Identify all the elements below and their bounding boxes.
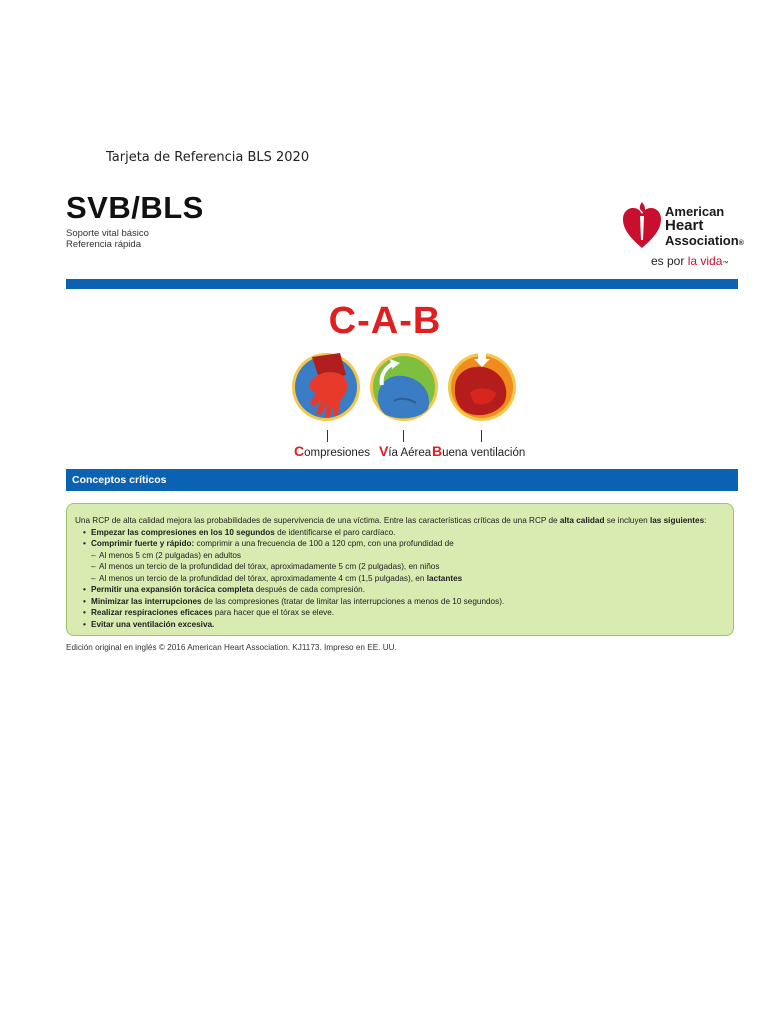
card-subtitle-1: Soporte vital básico <box>66 228 149 239</box>
cab-icons <box>290 345 520 430</box>
aha-name-line3: Association <box>665 233 739 248</box>
cab-title: C-A-B <box>328 300 442 342</box>
list-item <box>75 538 725 550</box>
list-item <box>75 596 725 608</box>
airway-icon <box>370 353 438 421</box>
tagline-tm: ™ <box>722 261 729 267</box>
intro-mid: se incluyen <box>604 516 650 525</box>
label-compressions <box>294 443 370 459</box>
concepts-intro <box>75 515 725 527</box>
list-subitem: – Al menos un tercio de la profundidad del tórax, aproximadamente 5 cm (2 pulgadas), en niños <box>75 561 725 573</box>
concepts-box <box>66 503 734 636</box>
tagline-prefix: es por <box>651 254 688 268</box>
label-airway <box>379 443 431 459</box>
aha-name-line1: American <box>665 204 725 219</box>
item-bold: lactantes <box>426 573 463 583</box>
section-header-bar <box>66 469 738 491</box>
tagline-highlight: la vida <box>687 254 723 268</box>
label-breathing <box>432 443 525 459</box>
intro-bold-1: alta calidad <box>559 516 605 525</box>
aha-tagline <box>651 254 728 268</box>
concepts-list <box>75 527 725 631</box>
label-airway-cap: V <box>379 443 389 459</box>
item-text: para hacer que el tórax se eleve. <box>212 608 335 617</box>
item-text: Al menos un tercio de la profundidad del tórax, aproximadamente 4 cm (1,5 pulgadas), en <box>99 573 427 583</box>
aha-name <box>665 205 744 250</box>
copyright-footer: Edición original en inglés © 2016 American Heart Association. KJ1173. Impreso en EE. UU. <box>66 643 397 652</box>
label-compressions-rest: ompresiones <box>304 447 370 459</box>
heart-torch-icon <box>622 198 662 250</box>
intro-end: : <box>704 516 707 525</box>
item-bold: Evitar una ventilación excesiva. <box>91 619 215 629</box>
compressions-icon <box>292 353 360 421</box>
aha-logo <box>622 198 744 268</box>
item-bold: Minimizar las interrupciones <box>91 596 202 606</box>
label-tick-breathing <box>481 430 482 442</box>
aha-name-line2: Heart <box>665 217 704 234</box>
list-item <box>75 527 725 539</box>
breathing-icon <box>448 351 516 421</box>
document-title: Tarjeta de Referencia BLS 2020 <box>106 150 310 165</box>
label-airway-rest: ía Aérea <box>388 447 432 459</box>
header-divider-bar <box>66 279 738 289</box>
label-compressions-cap: C <box>294 443 305 459</box>
intro-text: Una RCP de alta calidad mejora las probabilidades de supervivencia de una víctima. Entre las características críticas de una RCP de <box>75 516 560 525</box>
item-bold: Empezar las compresiones en los 10 segundos <box>91 527 275 537</box>
item-text: de identificarse el paro cardíaco. <box>274 527 396 537</box>
section-title: Conceptos críticos <box>72 474 167 486</box>
label-tick-airway <box>403 430 404 442</box>
label-breathing-cap: B <box>432 443 443 459</box>
list-item <box>75 619 725 631</box>
item-bold: Comprimir fuerte y rápido: <box>91 539 195 548</box>
label-tick-compressions <box>327 430 328 442</box>
item-bold: Permitir una expansión torácica completa <box>91 585 254 594</box>
list-item <box>75 607 725 619</box>
card-title: SVB/BLS <box>66 190 204 225</box>
item-text: después de cada compresión. <box>253 585 365 594</box>
item-bold: Realizar respiraciones eficaces <box>91 608 213 617</box>
list-subitem: – Al menos 5 cm (2 pulgadas) en adultos <box>75 550 725 562</box>
intro-bold-2: las siguientes <box>649 516 705 525</box>
label-breathing-rest: uena ventilación <box>442 447 526 459</box>
item-text: de las compresiones (tratar de limitar las interrupciones a menos de 10 segundos). <box>201 596 505 606</box>
card-subtitle-2: Referencia rápida <box>66 239 141 250</box>
list-item <box>75 584 725 596</box>
list-subitem <box>75 573 725 585</box>
aha-reg-mark: ® <box>738 240 744 247</box>
item-text: comprimir a una frecuencia de 100 a 120 cpm, con una profundidad de <box>194 539 454 548</box>
